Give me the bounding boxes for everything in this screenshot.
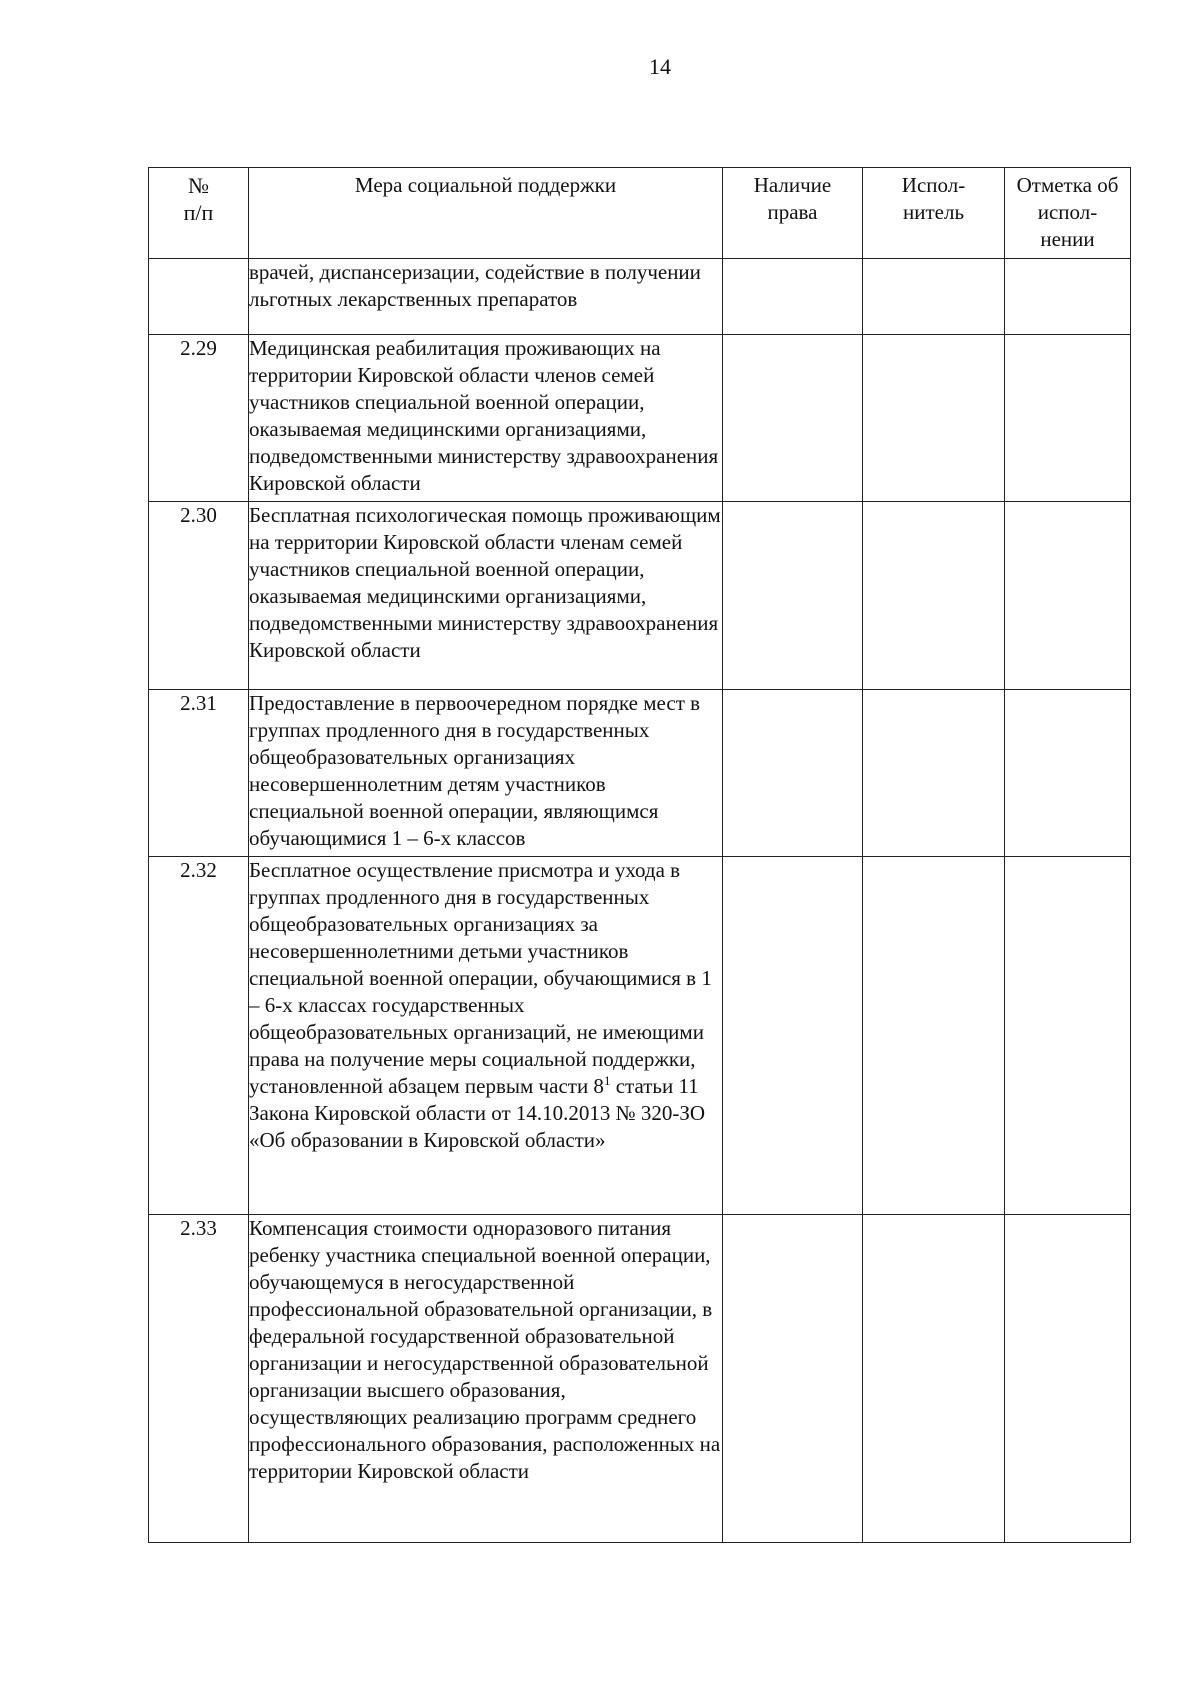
row-mark-cell	[1005, 259, 1131, 335]
header-measure: Мера социальной поддержки	[249, 168, 723, 259]
row-measure: Предоставление в первоочередном порядке мест в группах продленного дня в государственных общеобразовательных организациях несовершеннолетним детям участников специальной военной операции, являющимся обучающимися 1 – 6-х классов	[249, 690, 723, 857]
row-executor-cell	[863, 857, 1005, 1215]
row-executor-cell	[863, 335, 1005, 502]
header-right: Наличие права	[723, 168, 863, 259]
row-executor-cell	[863, 1215, 1005, 1543]
table-row	[149, 502, 1131, 690]
table-row	[149, 690, 1131, 857]
row-measure: Компенсация стоимости одноразового питания ребенку участника специальной военной операции, обучающемуся в негосударственной профессиональной образовательной организации, в федеральной государственной образовательной организации и негосударственной образовательной организации высшего образования, осуществляющих реализацию программ среднего профессионального образования, расположенных на территории Кировской области	[249, 1215, 723, 1543]
row-measure: врачей, диспансеризации, содействие в получении льготных лекарственных препаратов	[249, 259, 723, 335]
table-row	[149, 857, 1131, 1215]
row-right-cell	[723, 690, 863, 857]
table-row	[149, 335, 1131, 502]
page-number: 14	[649, 54, 671, 79]
table-header-row	[149, 168, 1131, 259]
table-row	[149, 259, 1131, 335]
row-right-cell	[723, 259, 863, 335]
header-completion-mark: Отметка об испол- нении	[1005, 168, 1131, 259]
row-executor-cell	[863, 502, 1005, 690]
row-mark-cell	[1005, 502, 1131, 690]
table-row	[149, 1215, 1131, 1543]
row-executor-cell	[863, 690, 1005, 857]
row-executor-cell	[863, 259, 1005, 335]
row-right-cell	[723, 1215, 863, 1543]
row-mark-cell	[1005, 1215, 1131, 1543]
row-number: 2.29	[149, 335, 249, 502]
row-mark-cell	[1005, 690, 1131, 857]
social-support-table	[148, 167, 1131, 1543]
row-number: 2.31	[149, 690, 249, 857]
row-number	[149, 259, 249, 335]
header-number: № п/п	[149, 168, 249, 259]
row-number: 2.33	[149, 1215, 249, 1543]
row-number: 2.30	[149, 502, 249, 690]
row-mark-cell	[1005, 335, 1131, 502]
row-right-cell	[723, 502, 863, 690]
row-right-cell	[723, 857, 863, 1215]
row-right-cell	[723, 335, 863, 502]
row-number: 2.32	[149, 857, 249, 1215]
row-measure: Бесплатное осуществление присмотра и ухода в группах продленного дня в государственных общеобразовательных организациях за несовершеннолетними детьми участников специальной военной операции, обучающимися в 1 – 6-х классах государственных общеобразовательных организаций, не имеющими права на получение меры социальной поддержки, установленной абзацем первым части $8^1$ статьи 11 Закона Кировской области от 14.10.2013 № 320-ЗО «Об образовании в Кировской области»	[249, 857, 723, 1215]
row-measure: Медицинская реабилитация проживающих на территории Кировской области членов семей участников специальной военной операции, оказываемая медицинскими организациями, подведомственными министерству здравоохранения Кировской области	[249, 335, 723, 502]
header-executor: Испол- нитель	[863, 168, 1005, 259]
row-mark-cell	[1005, 857, 1131, 1215]
row-measure: Бесплатная психологическая помощь проживающим на территории Кировской области членам семей участников специальной военной операции, оказываемая медицинскими организациями, подведомственными министерству здравоохранения Кировской области	[249, 502, 723, 690]
